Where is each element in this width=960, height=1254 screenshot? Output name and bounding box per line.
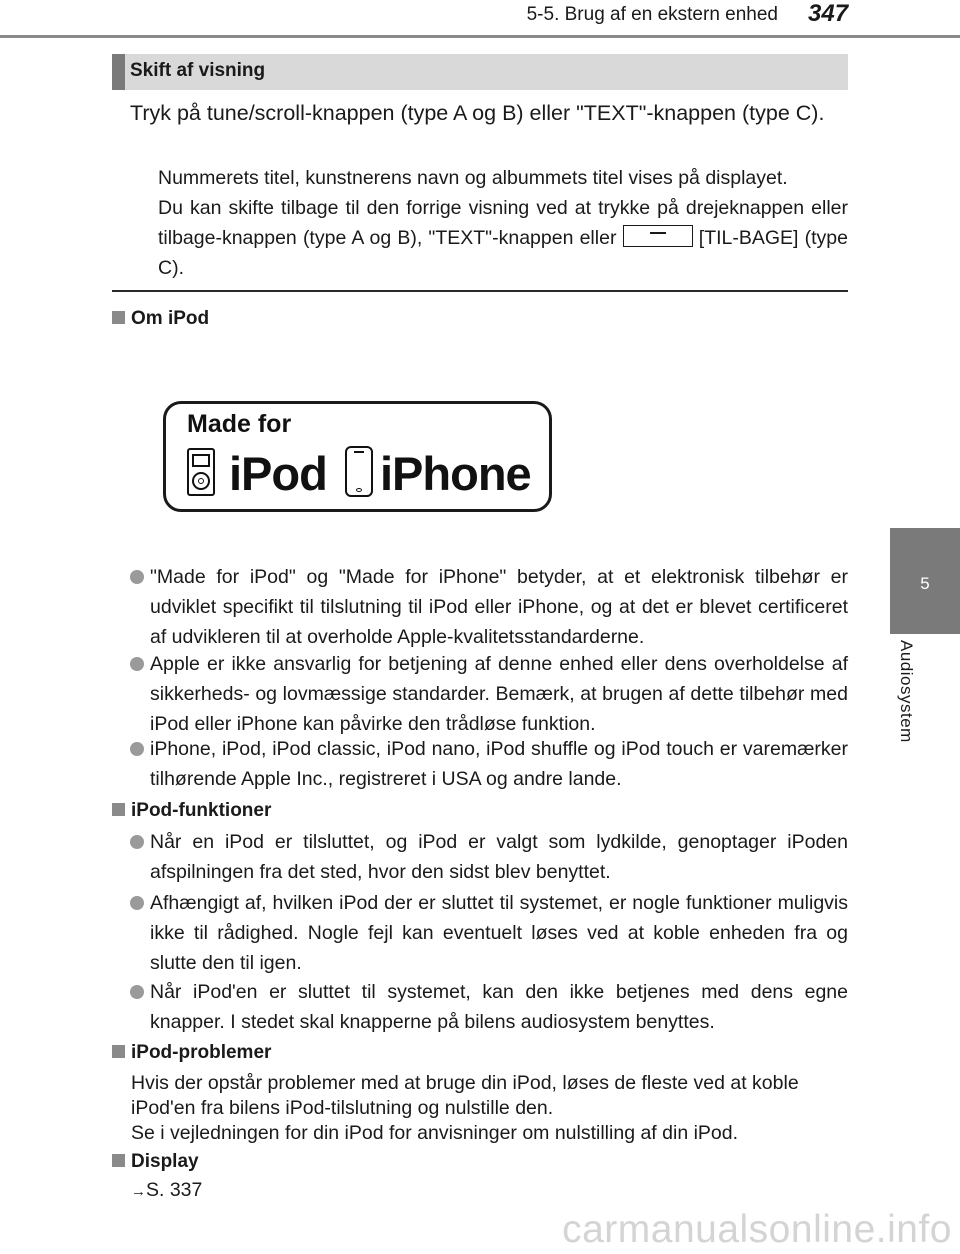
iphone-home-button-icon [356,488,362,492]
problems-line: Se i vejledningen for din iPod for anvisninger om nulstilling af din iPod. [131,1122,739,1144]
square-marker-icon [112,1154,125,1167]
bullet-icon [130,896,144,910]
square-marker-icon [112,1045,125,1058]
page-reference[interactable] [131,1179,202,1202]
header-rule [0,35,960,38]
problems-text [131,1071,851,1146]
bullet-icon [130,835,144,849]
page-number: 347 [808,0,849,27]
bullet-icon [130,985,144,999]
logo-made-for-text: Made for [187,410,292,438]
problems-line: Hvis der opstår problemer med at bruge din iPod, løses de fleste ved at koble [131,1072,799,1094]
subheading-ipod-funktioner-label: iPod-funktioner [131,800,272,821]
subheading-om-ipod-label: Om iPod [131,308,210,329]
note-switch-back [158,193,848,283]
page-reference-text: S. 337 [146,1179,203,1201]
bullet-icon [130,570,144,584]
subheading-display-label: Display [131,1151,199,1172]
list-item: Afhængigt af, hvilken iPod der er sluttet til systemet, er nogle funktioner muligvis ikke til rådighed. Nogle fejl kan eventuelt løses ved at koble enheden fra og slutte den til igen. [150,892,848,974]
section-heading-accent [112,54,125,90]
subheading-display [112,1151,199,1173]
list-item: "Made for iPod" og "Made for iPhone" betyder, at et elektronisk tilbehør er udviklet specifikt til tilslutning til iPod eller iPhone, og at det er blevet certificeret af udvikleren til at overholde Apple-kvalitetsstandarderne. [150,566,848,648]
subheading-ipod-problemer [112,1042,271,1064]
note-switch-back-text-end: [TIL-BAGE] (type C). [158,227,848,279]
logo-iphone-text: iPhone [380,447,531,500]
chapter-label-wrap [878,640,938,765]
running-header-section: 5-5. Brug af en ekstern enhed [526,4,778,25]
iphone-speaker-icon [354,451,364,453]
list-item: Apple er ikke ansvarlig for betjening af denne enhed eller dens overholdelse af sikkerheds- og lovmæssige standarder. Bemærk, at brugen af dette tilbehør med iPod eller iPhone kan påvirke den trådløse funktion. [150,653,848,735]
subheading-ipod-funktioner [112,800,271,822]
list-item: Når en iPod er tilsluttet, og iPod er valgt som lydkilde, genoptager iPoden afspilningen fra det sted, hvor den sidst blev benyttet. [150,831,848,883]
ipod-screen-icon [192,454,210,467]
square-marker-icon [112,803,125,816]
chapter-number: 5 [920,574,930,593]
subheading-om-ipod [112,308,209,330]
instruction-text: Tryk på tune/scroll-knappen (type A og B) eller "TEXT"-knappen (type C). [130,101,825,125]
ipod-hub-icon [198,478,204,484]
problems-line: iPod'en fra bilens iPod-tilslutning og nulstille den. [131,1097,554,1119]
section-divider [112,290,848,292]
subheading-ipod-problemer-label: iPod-problemer [131,1042,272,1063]
back-button-icon [623,225,693,247]
bullet-icon [130,742,144,756]
chapter-label: Audiosystem [897,640,916,743]
note-switch-back-text: Du kan skifte tilbage til den forrige visning ved at trykke på drejeknappen eller tilbage-knappen (type A og B), "TEXT"-knappen eller [158,197,848,249]
list-item: Når iPod'en er sluttet til systemet, kan den ikke betjenes med dens egne knapper. I stedet skal knapperne på bilens audiosystem benyttes. [150,981,848,1033]
bullet-icon [130,657,144,671]
list-item: iPhone, iPod, iPod classic, iPod nano, iPod shuffle og iPod touch er varemærker tilhørende Apple Inc., registreret i USA og andre lande. [150,738,848,790]
watermark-text: carmanualsonline.info [562,1208,952,1251]
note-title-display: Nummerets titel, kunstnerens navn og albummets titel vises på displayet. [158,167,788,189]
arrow-icon: → [131,1183,146,1200]
logo-ipod-text: iPod [229,447,327,500]
section-title: Skift af visning [130,60,266,81]
square-marker-icon [112,311,125,324]
